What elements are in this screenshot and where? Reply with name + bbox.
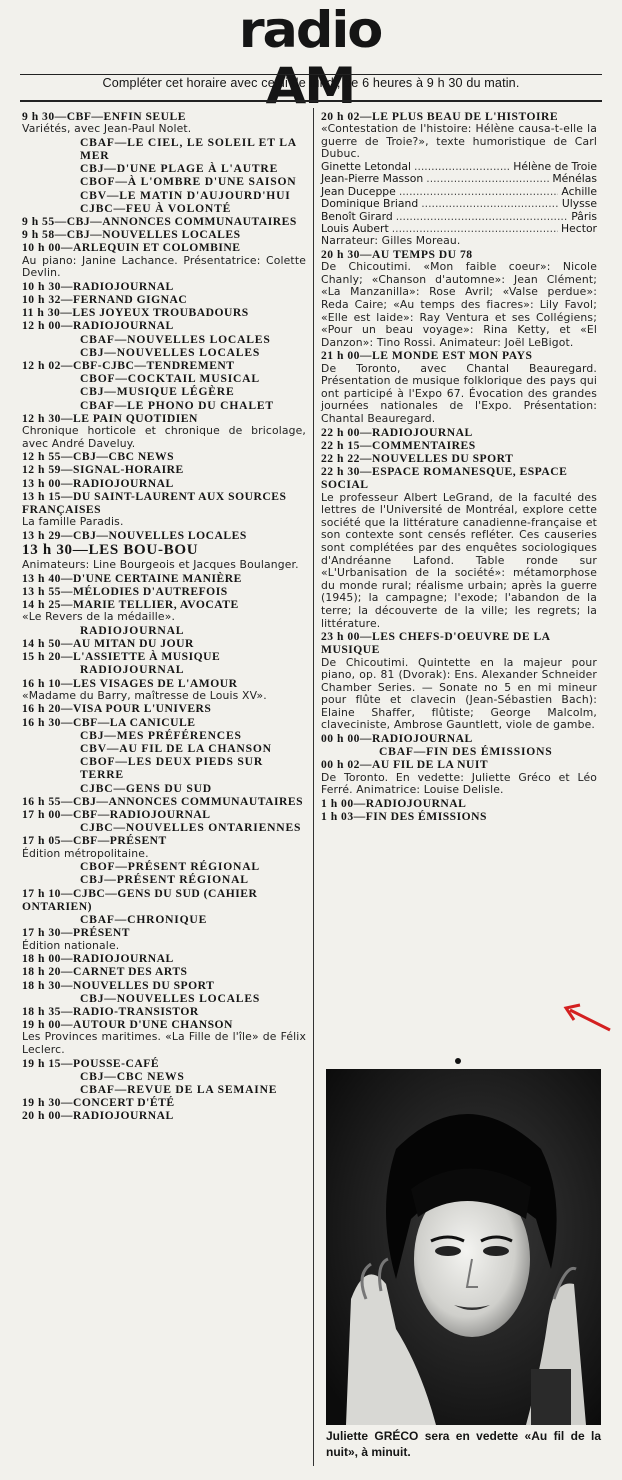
program-entry	[22, 913, 306, 926]
leader-dots	[414, 161, 510, 173]
program-entry	[22, 175, 306, 188]
program-entry	[22, 280, 306, 293]
program-description: Édition métropolitaine.	[22, 846, 149, 860]
program-entry	[22, 293, 306, 306]
station-line: CBAF—REVUE DE LA SEMAINE	[80, 1082, 278, 1096]
program-entry	[321, 426, 597, 439]
program-heading: 17 h 10—CJBC—GENS DU SUD (CAHIER ONTARIEN)	[22, 886, 258, 913]
right-column	[321, 110, 597, 823]
program-entry	[22, 926, 306, 952]
program-entry	[22, 399, 306, 412]
program-heading: 16 h 20—VISA POUR L'UNIVERS	[22, 702, 212, 716]
role-name: Hélène de Troie	[513, 159, 597, 173]
program-entry	[22, 359, 306, 372]
program-description: Édition nationale.	[22, 938, 120, 952]
program-entry	[22, 598, 306, 624]
program-heading: 22 h 15—COMMENTAIRES	[321, 438, 476, 452]
station-line: CBAF—CHRONIQUE	[80, 913, 208, 927]
actor-name: Jean-Pierre Masson	[321, 172, 424, 186]
program-entry	[22, 716, 306, 729]
program-description: Les Provinces maritimes. «La Fille de l'île» de Félix Leclerc.	[22, 1030, 306, 1056]
program-entry	[321, 465, 597, 630]
actor-name: Dominique Briand	[321, 197, 419, 211]
program-description: «Le Revers de la médaille».	[22, 610, 176, 624]
program-heading: 12 h 02—CBF-CJBC—TENDREMENT	[22, 359, 235, 373]
photo-caption: Juliette GRÉCO sera en vedette «Au fil de la nuit», à minuit.	[326, 1429, 601, 1459]
program-heading: 13 h 15—DU SAINT-LAURENT AUX SOURCES FRANÇAISES	[22, 489, 287, 517]
station-line: CBJ—MUSIQUE LÉGÈRE	[80, 385, 235, 399]
program-heading: 10 h 32—FERNAND GIGNAC	[22, 293, 188, 307]
program-entry	[22, 1083, 306, 1096]
program-entry	[22, 952, 306, 965]
program-entry	[22, 241, 306, 279]
program-heading: 16 h 30—CBF—LA CANICULE	[22, 715, 196, 729]
station-line: CBJ—D'UNE PLAGE À L'AUTRE	[80, 162, 279, 176]
program-entry	[22, 873, 306, 886]
program-heading: 18 h 35—RADIO-TRANSISTOR	[22, 1004, 199, 1018]
program-heading: 18 h 30—NOUVELLES DU SPORT	[22, 978, 215, 992]
program-entry	[22, 110, 306, 136]
program-entry	[22, 795, 306, 808]
program-heading: 12 h 00—RADIOJOURNAL	[22, 319, 174, 333]
program-heading: 22 h 30—ESPACE ROMANESQUE, ESPACE SOCIAL	[321, 465, 568, 492]
program-entry	[22, 1109, 306, 1122]
program-entry	[321, 732, 597, 745]
program-heading: 13 h 55—MÉLODIES D'AUTREFOIS	[22, 584, 228, 598]
program-entry	[22, 808, 306, 821]
program-heading: 9 h 55—CBJ—ANNONCES COMMUNAUTAIRES	[22, 215, 297, 229]
program-entry	[22, 782, 306, 795]
program-heading: 13 h 29—CBJ—NOUVELLES LOCALES	[22, 528, 247, 542]
program-entry	[22, 834, 306, 860]
station-line: CBAF—FIN DES ÉMISSIONS	[379, 745, 553, 759]
program-heading: 1 h 00—RADIOJOURNAL	[321, 796, 467, 810]
program-entry	[22, 477, 306, 490]
program-entry	[22, 450, 306, 463]
program-entry	[321, 439, 597, 452]
program-heading: 12 h 30—LE PAIN QUOTIDIEN	[22, 411, 198, 425]
program-entry	[22, 887, 306, 913]
program-entry	[22, 215, 306, 228]
portrait-image	[326, 1069, 601, 1425]
program-heading: 10 h 00—ARLEQUIN ET COLOMBINE	[22, 241, 241, 255]
program-entry	[22, 624, 306, 637]
program-description: «Contestation de l'histoire: Hélène causa-t-elle la guerre de Troie?», texte humoristique de Carl Dubuc.	[321, 122, 597, 161]
program-heading: 12 h 55—CBJ—CBC NEWS	[22, 450, 175, 464]
program-heading: 13 h 30—LES BOU-BOU	[22, 542, 199, 559]
program-heading: 10 h 30—RADIOJOURNAL	[22, 279, 174, 293]
program-entry	[22, 742, 306, 755]
station-line: RADIOJOURNAL	[80, 623, 185, 637]
program-description: De Chicoutimi. «Mon faible coeur»: Nicole Chanly; «Chanson d'automne»: Jean Clément; «La Manzanilla»: Rose Avril; «Valse perdue»: Reda Caire; «Au temps des fiacres»: Lily Favol; «Elle est laide»: Ray Ventura et ses Collégiens; «Pour un beau voyage»: Rina Ketty, et «El Danzon»: Tino Rossi. Animateur: Joël LeBigot.	[321, 260, 597, 349]
program-heading: 18 h 00—RADIOJOURNAL	[22, 952, 174, 966]
program-entry	[22, 306, 306, 319]
station-line: CBOF—LES DEUX PIEDS SUR TERRE	[80, 755, 263, 782]
program-entry	[22, 821, 306, 834]
program-entry	[22, 979, 306, 992]
program-entry	[22, 1096, 306, 1109]
actor-name: Benoît Girard	[321, 209, 393, 223]
station-line: RADIOJOURNAL	[80, 663, 185, 677]
program-description: La famille Paradis.	[22, 515, 124, 529]
program-description: Le professeur Albert LeGrand, de la faculté des lettres de l'Université de Montréal, explore cette société que la littérature canadienne-française et son contexte sont censés refléter. Ces causeries sont complétées par des enquêtes sociologiques d'Andréanne Lafond. Table ronde sur «L'Urbanisation de la société»: métamorphose du monde rural; réalisme urbain; après la guerre (1945); la campagne; l'exode; l'abandon de la terre; la découverte de la ville; les regrets; la littérature.	[321, 490, 597, 630]
program-entry	[22, 677, 306, 703]
left-column	[22, 110, 306, 1123]
program-description: De Toronto, avec Chantal Beauregard. Présentation de musique folklorique des pays qui ont participé à l'Expo 67. Évocation des grandes journées nationales de l'Expo. Présentation: Chantal Beauregard.	[321, 361, 597, 425]
program-heading: 20 h 00—RADIOJOURNAL	[22, 1109, 174, 1123]
program-heading: 19 h 00—AUTOUR D'UNE CHANSON	[22, 1018, 233, 1032]
top-rule	[20, 74, 602, 75]
program-entry	[22, 1057, 306, 1070]
role-name: Ménélas	[552, 172, 597, 186]
station-line: CBV—AU FIL DE LA CHANSON	[80, 742, 272, 756]
station-line: CBOF—À L'OMBRE D'UNE SAISON	[80, 175, 297, 189]
program-description: «Madame du Barry, maîtresse de Louis XV».	[22, 688, 267, 702]
program-entry	[22, 585, 306, 598]
program-entry	[22, 136, 306, 162]
program-entry	[22, 542, 306, 572]
program-entry	[22, 702, 306, 715]
leader-dots	[426, 173, 549, 185]
program-entry	[22, 1005, 306, 1018]
header-rule	[20, 100, 602, 102]
station-line: CJBC—NOUVELLES ONTARIENNES	[80, 821, 302, 835]
program-entry	[22, 463, 306, 476]
program-description: Narrateur: Gilles Moreau.	[321, 234, 461, 248]
program-entry	[22, 189, 306, 202]
program-entry	[22, 572, 306, 585]
program-heading: 13 h 00—RADIOJOURNAL	[22, 476, 174, 490]
actor-name: Louis Aubert	[321, 222, 389, 236]
program-heading: 17 h 30—PRÉSENT	[22, 926, 130, 940]
program-entry	[22, 663, 306, 676]
program-entry	[22, 637, 306, 650]
program-heading: 21 h 00—LE MONDE EST MON PAYS	[321, 349, 533, 363]
station-line: CBOF—PRÉSENT RÉGIONAL	[80, 860, 260, 874]
program-heading: 17 h 05—CBF—PRÉSENT	[22, 834, 167, 848]
program-entry	[22, 346, 306, 359]
program-heading: 1 h 03—FIN DES ÉMISSIONS	[321, 810, 487, 824]
program-entry	[22, 372, 306, 385]
program-heading: 00 h 02—AU FIL DE LA NUIT	[321, 758, 489, 772]
actor-name: Ginette Letondal	[321, 159, 412, 173]
program-heading: 19 h 15—POUSSE-CAFÉ	[22, 1056, 160, 1070]
program-description: De Chicoutimi. Quintette en la majeur pour piano, op. 81 (Dvorak): Ens. Alexander Schneider Chamber Series. — Sonate no 5 en mi mineur pour flûte et clavecin (Jean-Sébastien Bach): Elaine Shaffer, flûtiste; George Malcolm, claveciniste, Ambrose Gauntlett, viole de gambe.	[321, 655, 597, 732]
station-line: CBJ—NOUVELLES LOCALES	[80, 991, 261, 1005]
program-description: Animateurs: Line Bourgeois et Jacques Boulanger.	[22, 558, 299, 572]
program-heading: 00 h 00—RADIOJOURNAL	[321, 732, 473, 746]
leader-dots	[421, 198, 559, 210]
program-entry	[22, 729, 306, 742]
program-entry	[22, 1018, 306, 1056]
program-entry	[22, 992, 306, 1005]
program-description: Au piano: Janine Lachance. Présentatrice: Colette Devlin.	[22, 253, 306, 280]
program-heading: 11 h 30—LES JOYEUX TROUBADOURS	[22, 306, 249, 320]
program-entry	[22, 412, 306, 450]
program-entry	[22, 529, 306, 542]
column-divider	[313, 108, 314, 1466]
program-entry	[321, 758, 597, 796]
station-line: CBOF—COCKTAIL MUSICAL	[80, 372, 260, 386]
station-line: CBAF—NOUVELLES LOCALES	[80, 332, 271, 346]
program-entry	[22, 650, 306, 663]
program-entry	[321, 161, 597, 248]
program-heading: 18 h 20—CARNET DES ARTS	[22, 965, 188, 979]
program-entry	[22, 162, 306, 175]
schedule-note: Compléter cet horaire avec celui de lundi, de 6 heures à 9 h 30 du matin.	[102, 76, 520, 90]
program-heading: 9 h 58—CBJ—NOUVELLES LOCALES	[22, 228, 241, 242]
cast-row	[321, 198, 597, 210]
station-line: CJBC—GENS DU SUD	[80, 781, 212, 795]
masthead: radio AM	[238, 1, 382, 115]
program-entry	[321, 248, 597, 349]
program-entry	[22, 202, 306, 215]
program-heading: 15 h 20—L'ASSIETTE À MUSIQUE	[22, 650, 221, 664]
program-heading: 16 h 55—CBJ—ANNONCES COMMUNAUTAIRES	[22, 794, 304, 808]
program-entry	[22, 965, 306, 978]
program-heading: 12 h 59—SIGNAL-HORAIRE	[22, 463, 184, 477]
program-heading: 16 h 10—LES VISAGES DE L'AMOUR	[22, 676, 238, 690]
program-entry	[22, 490, 306, 529]
program-entry	[321, 745, 597, 758]
program-entry	[321, 630, 597, 732]
cast-list	[321, 161, 597, 235]
role-name: Ulysse	[561, 197, 597, 211]
program-entry	[321, 110, 597, 161]
program-entry	[22, 1070, 306, 1083]
role-name: Hector	[561, 222, 597, 236]
role-name: Achille	[561, 184, 597, 198]
role-name: Pâris	[571, 209, 597, 223]
program-entry	[22, 385, 306, 398]
leader-dots	[399, 186, 559, 198]
program-entry	[22, 333, 306, 346]
program-heading: 20 h 02—LE PLUS BEAU DE L'HISTOIRE	[321, 110, 559, 123]
cast-row	[321, 173, 597, 185]
program-heading: 20 h 30—AU TEMPS DU 78	[321, 248, 473, 262]
program-heading: 9 h 30—CBF—ENFIN SEULE	[22, 110, 187, 123]
actor-name: Jean Duceppe	[321, 184, 396, 198]
program-heading: 22 h 22—NOUVELLES DU SPORT	[321, 451, 514, 465]
program-description: Variétés, avec Jean-Paul Nolet.	[22, 122, 192, 136]
program-heading: 23 h 00—LES CHEFS-D'OEUVRE DE LA MUSIQUE	[321, 630, 550, 657]
station-line: CJBC—FEU À VOLONTÉ	[80, 201, 232, 215]
program-heading: 22 h 00—RADIOJOURNAL	[321, 425, 473, 439]
program-description: De Toronto. En vedette: Juliette Gréco et Léo Ferré. Animatrice: Louise Delisle.	[321, 770, 597, 797]
program-heading: 17 h 00—CBF—RADIOJOURNAL	[22, 808, 211, 822]
program-heading: 14 h 50—AU MITAN DU JOUR	[22, 637, 194, 651]
photo-juliette-greco	[326, 1069, 601, 1425]
station-line: CBAF—LE PHONO DU CHALET	[80, 398, 274, 412]
station-line: CBJ—MES PRÉFÉRENCES	[80, 728, 242, 742]
program-description: Chronique horticole et chronique de bricolage, avec André Daveluy.	[22, 424, 306, 450]
program-entry	[321, 452, 597, 465]
program-heading: 14 h 25—MARIE TELLIER, AVOCATE	[22, 598, 239, 612]
program-heading: 13 h 40—D'UNE CERTAINE MANIÈRE	[22, 571, 242, 585]
program-heading: 19 h 30—CONCERT D'ÉTÉ	[22, 1096, 175, 1110]
station-line: CBJ—PRÉSENT RÉGIONAL	[80, 873, 249, 887]
leader-dots	[396, 211, 569, 223]
program-entry	[321, 797, 597, 810]
program-entry	[22, 228, 306, 241]
program-entry	[22, 319, 306, 332]
bullet-icon	[455, 1058, 461, 1064]
station-line: CBV—LE MATIN D'AUJOURD'HUI	[80, 188, 291, 202]
red-arrow-icon	[560, 1000, 616, 1034]
station-line: CBAF—LE CIEL, LE SOLEIL ET LA MER	[80, 135, 297, 162]
station-line: CBJ—CBC NEWS	[80, 1069, 185, 1083]
program-entry	[321, 810, 597, 823]
program-entry	[22, 755, 306, 781]
program-entry	[321, 349, 597, 425]
program-entry	[22, 860, 306, 873]
station-line: CBJ—NOUVELLES LOCALES	[80, 345, 261, 359]
